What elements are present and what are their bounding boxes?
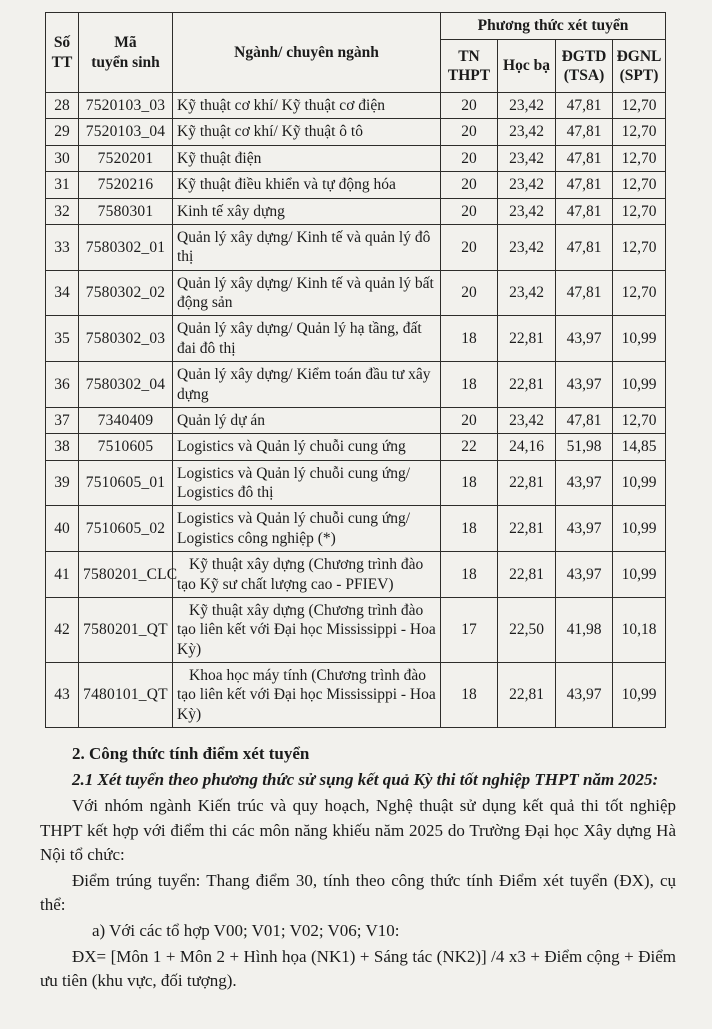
admission-code-cell: 7580302_04 (79, 362, 173, 408)
score-dgtd-cell: 43,97 (556, 663, 613, 728)
score-dgnl-cell: 10,99 (613, 316, 666, 362)
row-number-cell: 39 (46, 460, 79, 506)
row-number-cell: 28 (46, 93, 79, 119)
row-number-cell: 37 (46, 407, 79, 433)
table-row (46, 407, 666, 433)
major-name-cell: Kỹ thuật điều khiển và tự động hóa (173, 172, 441, 198)
score-dgnl-cell: 10,99 (613, 552, 666, 598)
table-row (46, 224, 666, 270)
score-hocba-cell: 24,16 (498, 434, 556, 460)
admission-code-cell: 7510605_02 (79, 506, 173, 552)
score-dgtd-cell: 47,81 (556, 407, 613, 433)
score-tn-thpt-cell: 20 (441, 270, 498, 316)
major-name-cell: Kỹ thuật cơ khí/ Kỹ thuật ô tô (173, 119, 441, 145)
table-body (46, 93, 666, 728)
admission-score-table (45, 12, 666, 728)
col-header-code (79, 13, 173, 93)
col-header-tn-line2: THPT (447, 67, 491, 84)
row-number-cell: 32 (46, 198, 79, 224)
admission-code-cell: 7580302_01 (79, 224, 173, 270)
admission-code-cell: 7580302_02 (79, 270, 173, 316)
score-hocba-cell: 23,42 (498, 93, 556, 119)
table-row (46, 434, 666, 460)
major-name-cell: Kỹ thuật điện (173, 145, 441, 171)
major-name-cell: Logistics và Quản lý chuỗi cung ứng (173, 434, 441, 460)
score-dgnl-cell: 10,99 (613, 460, 666, 506)
score-dgtd-cell: 41,98 (556, 597, 613, 662)
score-hocba-cell: 23,42 (498, 198, 556, 224)
score-tn-thpt-cell: 18 (441, 316, 498, 362)
score-tn-thpt-cell: 20 (441, 119, 498, 145)
score-tn-thpt-cell: 18 (441, 362, 498, 408)
table-row (46, 597, 666, 662)
header-row-top (46, 13, 666, 40)
score-dgnl-cell: 10,18 (613, 597, 666, 662)
paragraph-architecture-group: Với nhóm ngành Kiến trúc và quy hoạch, Nghệ thuật sử dụng kết quả thi tốt nghiệp THPT kết hợp với điểm thi các môn năng khiếu năm 2025 do Trường Đại học Xây dựng Hà Nội tổ chức: (40, 796, 676, 864)
admission-code-cell: 7520103_04 (79, 119, 173, 145)
score-tn-thpt-cell: 18 (441, 552, 498, 598)
admission-code-cell: 7510605 (79, 434, 173, 460)
score-hocba-cell: 23,42 (498, 407, 556, 433)
major-name-cell: Quản lý xây dựng/ Kinh tế và quản lý bất động sản (173, 270, 441, 316)
score-dgnl-cell: 10,99 (613, 506, 666, 552)
admission-code-cell: 7580301 (79, 198, 173, 224)
row-number-cell: 35 (46, 316, 79, 362)
score-dgtd-cell: 43,97 (556, 552, 613, 598)
score-dgnl-cell: 12,70 (613, 270, 666, 316)
table-row (46, 172, 666, 198)
table-row (46, 506, 666, 552)
major-name-cell: Quản lý dự án (173, 407, 441, 433)
score-dgtd-cell: 47,81 (556, 172, 613, 198)
score-dgtd-cell: 51,98 (556, 434, 613, 460)
row-number-cell: 29 (46, 119, 79, 145)
major-name-cell: Kinh tế xây dựng (173, 198, 441, 224)
score-dgtd-cell: 47,81 (556, 270, 613, 316)
admission-code-cell: 7580201_CLC (79, 552, 173, 598)
score-dgtd-cell: 43,97 (556, 316, 613, 362)
score-tn-thpt-cell: 17 (441, 597, 498, 662)
score-dgtd-cell: 47,81 (556, 145, 613, 171)
score-hocba-cell: 23,42 (498, 119, 556, 145)
row-number-cell: 41 (46, 552, 79, 598)
score-tn-thpt-cell: 18 (441, 663, 498, 728)
major-name-cell: Quản lý xây dựng/ Kinh tế và quản lý đô thị (173, 224, 441, 270)
score-dgnl-cell: 10,99 (613, 663, 666, 728)
admission-code-cell: 7480101_QT (79, 663, 173, 728)
col-header-stt-line2: TT (51, 53, 73, 71)
row-number-cell: 43 (46, 663, 79, 728)
col-header-dgnl-line2: (SPT) (619, 67, 659, 84)
col-header-stt-line1: Số (53, 34, 71, 52)
score-tn-thpt-cell: 22 (441, 434, 498, 460)
score-dgtd-cell: 43,97 (556, 362, 613, 408)
table-row (46, 552, 666, 598)
formula-dx: ĐX= [Môn 1 + Môn 2 + Hình họa (NK1) + Sáng tác (NK2)] /4 x3 + Điểm cộng + Điểm ưu tiên (khu vực, đối tượng). (40, 947, 676, 991)
col-header-code-line2: tuyển sinh (91, 53, 160, 71)
section-heading-2: 2. Công thức tính điểm xét tuyển (72, 744, 310, 764)
table-row (46, 316, 666, 362)
table-header (46, 13, 666, 93)
major-name-cell: Kỹ thuật xây dựng (Chương trình đào tạo Kỹ sư chất lượng cao - PFIEV) (173, 552, 441, 598)
score-tn-thpt-cell: 20 (441, 407, 498, 433)
major-name-cell: Logistics và Quản lý chuỗi cung ứng/ Logistics công nghiệp (*) (173, 506, 441, 552)
admission-code-cell: 7510605_01 (79, 460, 173, 506)
score-hocba-cell: 23,42 (498, 224, 556, 270)
major-name-cell: Quản lý xây dựng/ Kiểm toán đầu tư xây dựng (173, 362, 441, 408)
score-hocba-cell: 22,81 (498, 362, 556, 408)
admission-code-cell: 7340409 (79, 407, 173, 433)
score-tn-thpt-cell: 18 (441, 506, 498, 552)
score-dgnl-cell: 14,85 (613, 434, 666, 460)
score-hocba-cell: 22,81 (498, 506, 556, 552)
table-row (46, 362, 666, 408)
table-row (46, 663, 666, 728)
admission-code-cell: 7580302_03 (79, 316, 173, 362)
row-number-cell: 40 (46, 506, 79, 552)
col-header-tn-line1: TN (458, 47, 480, 65)
score-tn-thpt-cell: 20 (441, 172, 498, 198)
score-tn-thpt-cell: 18 (441, 460, 498, 506)
col-header-dgtd (556, 40, 613, 93)
admission-code-cell: 7520103_03 (79, 93, 173, 119)
col-header-group-admission-methods: Phương thức xét tuyển (441, 13, 666, 40)
admission-code-cell: 7580201_QT (79, 597, 173, 662)
col-header-dgnl-line1: ĐGNL (616, 47, 662, 65)
row-number-cell: 38 (46, 434, 79, 460)
admission-code-cell: 7520216 (79, 172, 173, 198)
col-header-dgtd-line1: ĐGTD (561, 47, 607, 65)
score-dgnl-cell: 12,70 (613, 145, 666, 171)
score-dgtd-cell: 47,81 (556, 198, 613, 224)
score-dgnl-cell: 12,70 (613, 119, 666, 145)
row-number-cell: 30 (46, 145, 79, 171)
score-tn-thpt-cell: 20 (441, 198, 498, 224)
score-tn-thpt-cell: 20 (441, 93, 498, 119)
row-number-cell: 36 (46, 362, 79, 408)
major-name-cell: Khoa học máy tính (Chương trình đào tạo liên kết với Đại học Mississippi - Hoa Kỳ) (173, 663, 441, 728)
col-header-tn-thpt (441, 40, 498, 93)
row-number-cell: 31 (46, 172, 79, 198)
score-tn-thpt-cell: 20 (441, 224, 498, 270)
col-header-hocba: Học bạ (498, 40, 556, 93)
score-dgtd-cell: 47,81 (556, 93, 613, 119)
admission-code-cell: 7520201 (79, 145, 173, 171)
score-dgtd-cell: 47,81 (556, 224, 613, 270)
score-hocba-cell: 23,42 (498, 145, 556, 171)
col-header-stt (46, 13, 79, 93)
table-row (46, 270, 666, 316)
score-hocba-cell: 22,81 (498, 460, 556, 506)
score-hocba-cell: 22,81 (498, 316, 556, 362)
paragraph-admission-score: Điểm trúng tuyển: Thang điểm 30, tính theo công thức tính Điểm xét tuyển (ĐX), cụ thể: (40, 870, 676, 914)
score-hocba-cell: 23,42 (498, 270, 556, 316)
body-text-section (40, 742, 676, 993)
score-dgnl-cell: 12,70 (613, 198, 666, 224)
list-item-a: a) Với các tổ hợp V00; V01; V02; V06; V10: (92, 921, 400, 940)
score-dgnl-cell: 12,70 (613, 172, 666, 198)
score-tn-thpt-cell: 20 (441, 145, 498, 171)
score-dgnl-cell: 12,70 (613, 93, 666, 119)
score-dgtd-cell: 43,97 (556, 460, 613, 506)
major-name-cell: Logistics và Quản lý chuỗi cung ứng/ Logistics đô thị (173, 460, 441, 506)
section-heading-2-1: 2.1 Xét tuyển theo phương thức sử sụng kết quả Kỳ thi tốt nghiệp THPT năm 2025: (72, 770, 659, 790)
col-header-code-line1: Mã (114, 34, 137, 52)
score-hocba-cell: 22,81 (498, 552, 556, 598)
table-row (46, 460, 666, 506)
col-header-dgtd-line2: (TSA) (563, 67, 605, 84)
col-header-dgnl (613, 40, 666, 93)
major-name-cell: Kỹ thuật cơ khí/ Kỹ thuật cơ điện (173, 93, 441, 119)
score-dgnl-cell: 10,99 (613, 362, 666, 408)
table-row (46, 198, 666, 224)
score-dgtd-cell: 47,81 (556, 119, 613, 145)
row-number-cell: 33 (46, 224, 79, 270)
major-name-cell: Quản lý xây dựng/ Quản lý hạ tầng, đất đai đô thị (173, 316, 441, 362)
row-number-cell: 34 (46, 270, 79, 316)
score-hocba-cell: 23,42 (498, 172, 556, 198)
score-dgtd-cell: 43,97 (556, 506, 613, 552)
table-row (46, 119, 666, 145)
score-dgnl-cell: 12,70 (613, 224, 666, 270)
major-name-cell: Kỹ thuật xây dựng (Chương trình đào tạo liên kết với Đại học Mississippi - Hoa Kỳ) (173, 597, 441, 662)
table-row (46, 93, 666, 119)
col-header-major: Ngành/ chuyên ngành (173, 13, 441, 93)
score-hocba-cell: 22,81 (498, 663, 556, 728)
score-hocba-cell: 22,50 (498, 597, 556, 662)
table-row (46, 145, 666, 171)
score-dgnl-cell: 12,70 (613, 407, 666, 433)
row-number-cell: 42 (46, 597, 79, 662)
document-page (0, 12, 712, 1029)
